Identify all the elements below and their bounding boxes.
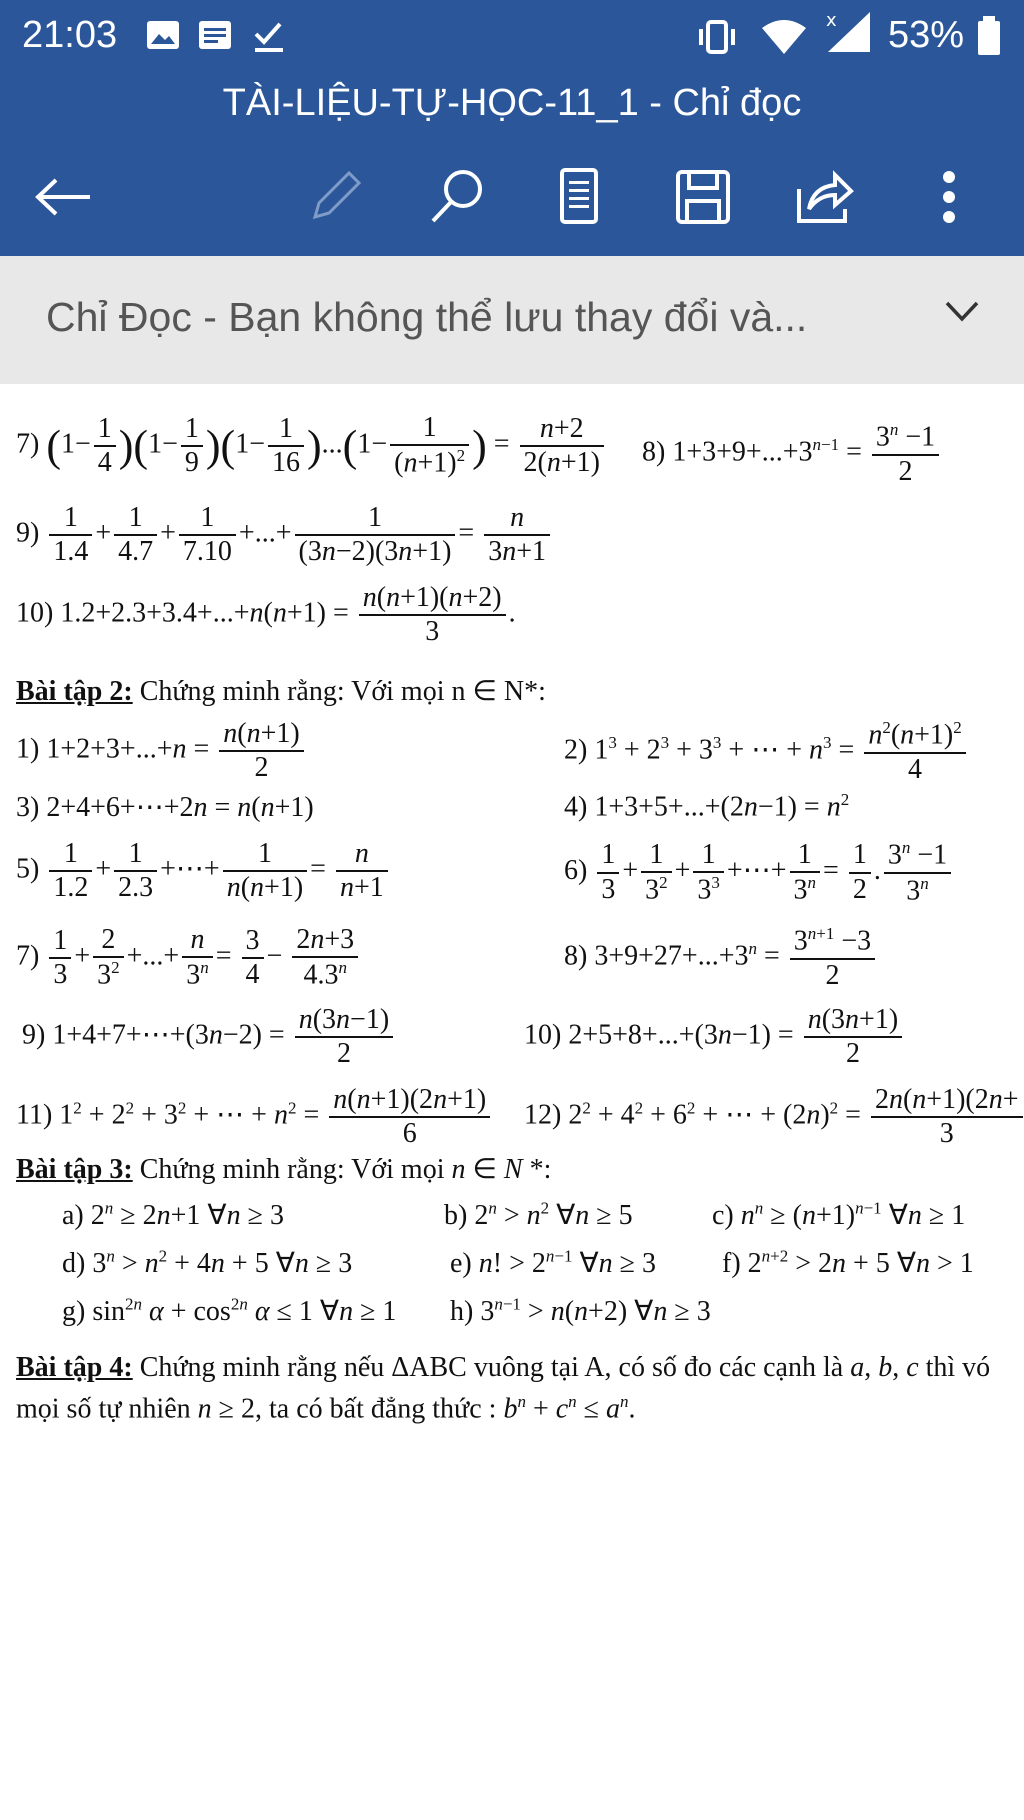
ex2-item-7: 7) $\frac{1}{3}$ + $\frac{2}{3^2}$ +...+ $\frac{n}{3^n}$ = $\frac{3}{4}$ − $\frac{2n+3}{4.3^n}$ [16,924,361,992]
ex3-item-d: d) $3^n > n^2 + 4n + 5$ ∀n ≥ 3 [62,1246,353,1279]
ex2-item-4: 4) $1+3+5+...+(2n-1) = n^2$ [564,790,850,823]
app-bar [0,72,1024,256]
wifi-icon [760,20,808,56]
exercise-4-text-b: , ta có bất đẳng thức : [255,1393,497,1425]
document-content [0,384,1024,1820]
more-options-button[interactable] [914,162,984,232]
exercise-3-heading: Bài tập 3: [16,1154,133,1185]
exercise-3-title: Bài tập 3: Chứng minh rằng: Với mọi n ∈ N *: [16,1154,552,1185]
ex2-item-3: 3) 2+4+6+⋯+2n = n(n+1) [16,792,314,823]
save-button[interactable] [668,162,738,232]
exercise-2-instruction: Chứng minh rằng: Với mọi n ∈ N*: [139,676,546,707]
exercise-4-instruction: Chứng minh rằng nếu ΔABC vuông tại A, có số đo các cạnh là [139,1352,844,1383]
ex2-item-8: 8) $3+9+27+...+3^n$ = $\frac{3^{n+1} -3}{2}$ [564,924,878,992]
ex2-item-9: 9) 1+4+7+⋯+(3n−2) = $\frac{n(3n-1)}{2}$ [22,1004,396,1070]
ex1-item-7: 7) (1− $\frac{1}{4}$ )(1− $\frac{1}{9}$ )(1− $\frac{1}{16}$ )...(1− $\frac{1}{(n+1)^2}$ ) = $\frac{n+2}{2(n+1)}$ [16,412,607,480]
signal-icon [824,10,874,54]
exercise-4-instruction-end: thì vó [925,1352,991,1383]
reading-view-icon [559,167,599,227]
svg-text:x: x [826,10,837,31]
exercise-4-text-a: mọi số tự nhiên [16,1393,191,1425]
ex2-item-10: 10) 2+5+8+...+(3n−1) = $\frac{n(3n+1)}{2}$ [524,1004,905,1070]
cropped-line [0,384,1024,392]
check-icon [252,20,286,54]
clock: 21:03 [22,14,118,56]
save-icon [675,169,731,225]
ex3-item-h: h) $3^{n-1} > n(n+2)$ ∀n ≥ 3 [450,1294,711,1327]
ex3-item-a: a) $2^n \ge 2n+1$ ∀n ≥ 3 [62,1198,284,1231]
ex1-item-9: 9) $\frac{1}{1.4}$ + $\frac{1}{4.7}$ + $\frac{1}{7.10}$ +...+ $\frac{1}{(3n-2)(3n+1)}$ = $\frac{n}{3n+1}$ [16,502,553,568]
ex2-item-5: 5) $\frac{1}{1.2}$ + $\frac{1}{2.3}$ +⋯+ $\frac{1}{n(n+1)}$ = $\frac{n}{n+1}$ [16,838,391,904]
note-icon [198,20,232,50]
ex3-item-e: e) n! > $2^{n-1}$ ∀n ≥ 3 [450,1246,657,1279]
ex3-item-c: c) $n^n \ge (n+1)^{n-1}$ ∀n ≥ 1 [712,1198,966,1231]
ex2-item-12: 12) $2^2 + 4^2 + 6^2$ + ⋯ + $(2n)^2$ = $\frac{2n(n+1)(2n+}{3}$ [524,1084,1024,1150]
more-icon [939,169,959,225]
back-button[interactable] [28,162,98,232]
ex3-item-b: b) $2^n > n^2$ ∀n ≥ 5 [444,1198,633,1231]
read-only-banner[interactable] [0,256,1024,384]
exercise-3-instruction: Chứng minh rằng: Với mọi [139,1154,445,1185]
share-button[interactable] [790,162,860,232]
share-icon [795,169,855,225]
battery-percent: 53% [887,14,964,56]
edit-button[interactable] [300,162,370,232]
reading-view-button[interactable] [544,162,614,232]
back-arrow-icon [34,177,92,217]
image-icon [146,20,180,50]
exercise-2-heading: Bài tập 2: [16,676,133,707]
status-bar [0,0,1024,72]
banner-text: Chỉ Đọc - Bạn không thể lưu thay đổi và... [46,294,808,340]
exercise-4-title: Bài tập 4: Chứng minh rằng nếu ΔABC vuông tại A, có số đo các cạnh là a, b, c thì vó [16,1352,991,1383]
ex3-item-f: f) $2^{n+2} > 2n + 5$ ∀n > 1 [722,1246,974,1279]
ex1-item-8: 8) $1+3+9+...+3^{n-1}$ = $\frac{3^n -1}{2}$ [642,420,942,488]
search-icon [427,167,487,227]
chevron-down-icon[interactable] [944,300,980,324]
edit-icon [305,167,365,227]
exercise-4-line-2: mọi số tự nhiên n ≥ 2, ta có bất đẳng thức : $b^n + c^n \le a^n$. [16,1392,636,1425]
document-title: TÀI-LIỆU-TỰ-HỌC-11_1 - Chỉ đọc [222,82,802,124]
ex2-item-1: 1) 1+2+3+...+n = $\frac{n(n+1)}{2}$ [16,718,307,784]
search-button[interactable] [422,162,492,232]
vibrate-icon [694,20,740,54]
ex2-item-6: 6) $\frac{1}{3}$ + $\frac{1}{3^2}$ + $\frac{1}{3^3}$ +⋯+ $\frac{1}{3^n}$ = $\frac{1}{2}$ . $\frac{3^n -1}{3^n}$ [564,838,954,907]
battery-icon [978,16,1000,56]
ex2-item-2: 2) $1^3 + 2^3 + 3^3$ + ⋯ + $n^3$ = $\frac{n^2(n+1)^2}{4}$ [564,718,969,786]
ex2-item-11: 11) $1^2 + 2^2 + 3^2$ + ⋯ + $n^2$ = $\frac{n(n+1)(2n+1)}{6}$ [16,1084,493,1150]
exercise-4-heading: Bài tập 4: [16,1352,133,1383]
ex3-item-g: g) $\sin^{2n} \alpha + \cos^{2n} \alpha \le 1$ ∀n ≥ 1 [62,1294,397,1327]
ex1-item-10: 10) 1.2+2.3+3.4+...+n(n+1) = $\frac{n(n+1)(n+2)}{3}$ . [16,582,516,648]
exercise-2-title [16,674,546,708]
